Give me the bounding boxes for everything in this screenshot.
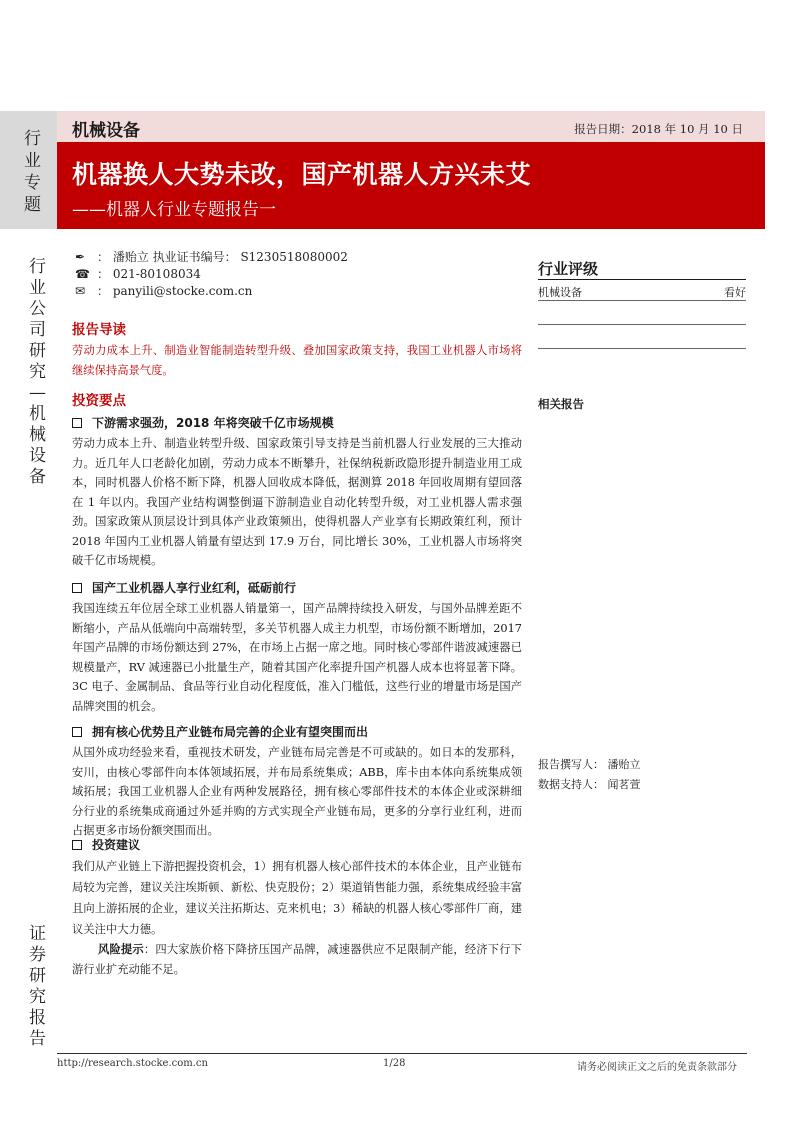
rating-divider: [538, 348, 746, 349]
page-number: 1/28: [383, 1058, 406, 1069]
point-text: 我们从产业链上下游把握投资机会，1）拥有机器人核心部件技术的本体企业，且产业链布局较为完善，建议关注埃斯顿、新松、快克股份；2）渠道销售能力强，系统集成经验丰富且向上游拓展的企业，建议关注拓斯达、克来机电；3）稀缺的机器人核心零部件厂商，建议关注中大力德。: [72, 860, 522, 936]
related-heading: 相关报告: [538, 397, 584, 411]
square-bullet-icon: [72, 418, 82, 428]
author-row: [75, 248, 348, 266]
risk-text: ：四大家族价格下降挤压国产品牌，减速器供应不足限制产能，经济下行下游行业扩充动能不足。: [72, 943, 522, 976]
report-date: 报告日期：2018 年 10 月 10 日: [574, 122, 743, 136]
rating-heading: 行业评级: [538, 260, 599, 278]
email-row: [75, 282, 252, 300]
points-heading: 投资要点: [72, 393, 126, 409]
report-title: 机器换人大势未改，国产机器人方兴未艾: [72, 160, 532, 189]
report-writer: 报告撰写人： 潘贻立: [538, 758, 641, 771]
point-title: 下游需求强劲，2018 年将突破千亿市场规模: [72, 414, 334, 431]
footer-url[interactable]: http://research.stocke.com.cn: [57, 1058, 208, 1069]
footer-divider: [57, 1053, 747, 1054]
guide-heading: 报告导读: [72, 322, 126, 338]
report-subtitle: ——机器人行业专题报告一: [72, 200, 276, 220]
guide-text: 劳动力成本上升、制造业智能制造转型升级、叠加国家政策支持，我国工业机器人市场将继续保持高景气度。: [72, 344, 522, 377]
mail-icon: ✉: [75, 284, 86, 298]
square-bullet-icon: [72, 583, 82, 593]
rating-value: 看好: [724, 286, 746, 299]
point-text: 从国外成功经验来看，重视技术研发，产业链布局完善是不可或缺的。如日本的发那科，安川，由核心零部件向本体领域拓展，并布局系统集成；ABB，库卡由本体向系统集成领域拓展；我国工业机器人企业有两种发展路径，拥有核心零部件技术的本体企业或深耕细分行业的系统集成商通过外延并购的方式实现全产业链布局，更多的分享行业红利，进而占据更多市场份额突围而出。: [72, 746, 522, 837]
rating-sector: 机械设备: [538, 286, 582, 299]
risk-label: 风险提示: [98, 943, 144, 956]
author-email[interactable]: ： panyili@stocke.com.cn: [97, 284, 253, 298]
rating-divider: [538, 300, 746, 301]
sector-title: 机械设备: [72, 121, 140, 141]
author-info: ： 潘贻立 执业证书编号： S1230518080002: [97, 250, 348, 264]
point-title: 拥有核心优势且产业链布局完善的企业有望突围而出: [72, 723, 368, 740]
footer-disclaimer: 请务必阅读正文之后的免责条款部分: [577, 1062, 737, 1073]
point-title: 投资建议: [72, 836, 140, 853]
square-bullet-icon: [72, 727, 82, 737]
point-title: 国产工业机器人享行业红利，砥砺前行: [72, 579, 296, 596]
square-bullet-icon: [72, 840, 82, 850]
author-phone: ： 021-80108034: [97, 267, 201, 281]
side-tag-company: 行业公司研究—机械设备: [29, 257, 46, 487]
phone-row: [75, 265, 201, 283]
point-text: 劳动力成本上升、制造业转型升级、国家政策引导支持是当前机器人行业发展的三大推动力。近几年人口老龄化加剧，劳动力成本不断攀升，社保纳税新政隐形提升制造业用工成本，同时机器人价格不断下降，机器人回收成本降低，据测算 2018 年回收周期有望回落在 1 年以内。我国产业结构调整倒逼下游制造业自动化转型升级，对工业机器人需求强劲。国家政策从顶层设计到具体产业政策频出，使得机器人产业享有长期政策红利，预计 2018 年国内工业机器人销量有望达到 17.9 万台，同比增长 30%，工业机器人市场将突破千亿市场规模。: [72, 437, 522, 567]
pen-icon: ✒: [75, 250, 86, 264]
point-text: 我国连续五年位居全球工业机器人销量第一，国产品牌持续投入研发，与国外品牌差距不断缩小，产品从低端向中高端转型，多关节机器人成主力机型，市场份额不断增加，2017 年国产品牌的市场份额达到 27%，在市场上占据一席之地。同时核心零部件谐波减速器已规模量产，RV 减速器已小批量生产，随着其国产化率提升国产机器人成本也将显著下降。3C 电子、金属制品、食品等行业自动化程度低，准入门槛低，这些行业的增量市场是国产品牌突围的机会。: [72, 602, 522, 713]
rating-divider: [538, 324, 746, 325]
side-tag-report: 证券研究报告: [29, 924, 46, 1049]
rating-divider: [538, 279, 746, 280]
data-support: 数据支持人： 闻茗萱: [538, 778, 641, 791]
risk-note: [72, 940, 522, 979]
phone-icon: ☎: [75, 267, 90, 281]
rating-row: [538, 284, 746, 300]
side-tab-label: 行业专题: [24, 129, 41, 215]
